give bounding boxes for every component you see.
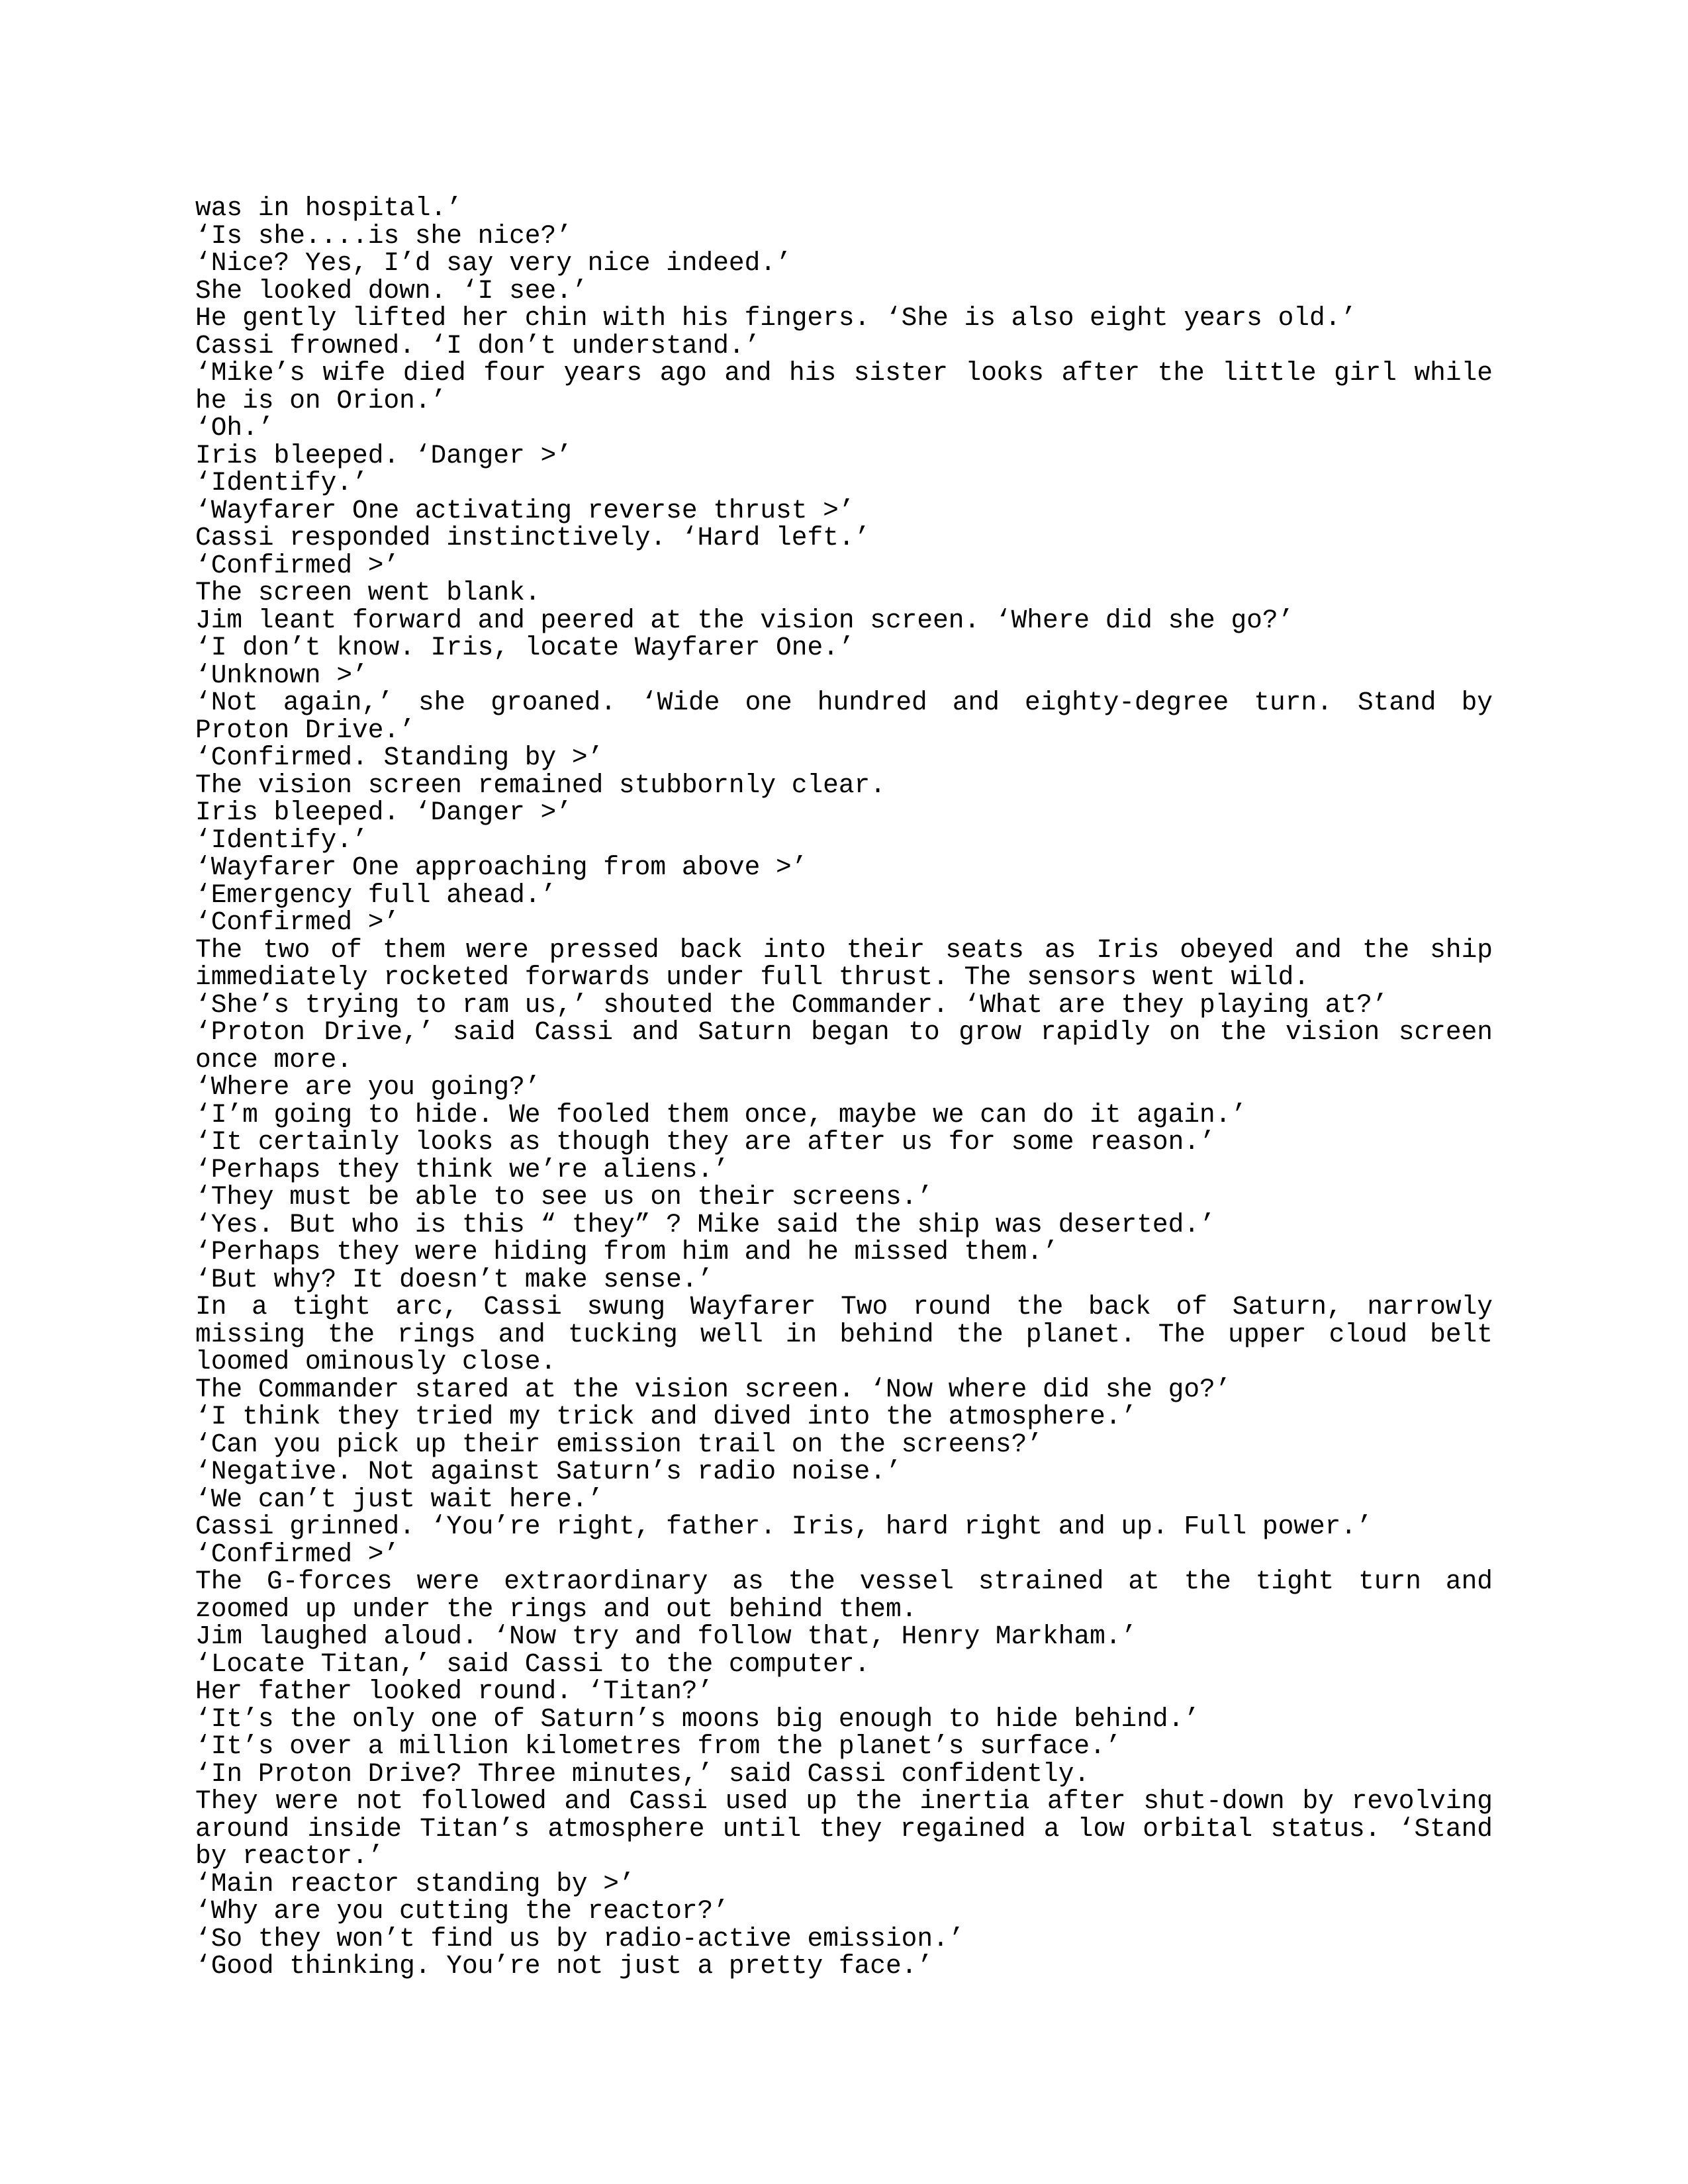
paragraph: The G-forces were extraordinary as the vessel strained at the tight turn and zoomed up under the rings and out behind them. [195,1567,1493,1624]
paragraph: ‘Confirmed >’ [195,907,400,937]
paragraph: was in hospital.’ [195,193,462,223]
paragraph: The vision screen remained stubbornly clear. [195,770,886,800]
paragraph: ‘Negative. Not against Saturn’s radio noise.’ [195,1457,902,1486]
paragraph: The two of them were pressed back into their seats as Iris obeyed and the ship immediately rocketed forwards under full thrust. The sensors went wild. [195,934,1493,992]
paragraph: ‘I don’t know. Iris, locate Wayfarer One.’ [195,633,855,662]
paragraph: ‘Is she....is she nice?’ [195,220,572,251]
paragraph: ‘She’s trying to ram us,’ shouted the Commander. ‘What are they playing at?’ [195,989,1388,1020]
paragraph: She looked down. ‘I see.’ [195,275,588,306]
paragraph: ‘Confirmed >’ [195,1539,400,1569]
body-text [195,195,1493,1980]
paragraph: ‘Emergency full ahead.’ [195,880,557,910]
paragraph: ‘Confirmed >’ [195,550,400,580]
paragraph: ‘Nice? Yes, I’d say very nice indeed.’ [195,248,792,278]
paragraph: ‘Oh.’ [195,413,274,443]
paragraph: ‘I’m going to hide. We fooled them once, maybe we can do it again.’ [195,1099,1247,1130]
paragraph: ‘In Proton Drive? Three minutes,’ said Cassi confidently. [195,1758,1090,1789]
paragraph: ‘Identify.’ [195,468,368,498]
paragraph: In a tight arc, Cassi swung Wayfarer Two round the back of Saturn, narrowly missing the rings and tucking well in behind the planet. The upper cloud belt loomed ominously close. [195,1292,1493,1377]
paragraph: Cassi grinned. ‘You’re right, father. Iris, hard right and up. Full power.’ [195,1512,1372,1541]
paragraph: The Commander stared at the vision screen. ‘Now where did she go?’ [195,1374,1231,1404]
paragraph: He gently lifted her chin with his fingers. ‘She is also eight years old.’ [195,303,1357,333]
paragraph: ‘Good thinking. You’re not just a pretty face.’ [195,1951,933,1981]
paragraph: Cassi responded instinctively. ‘Hard left.’ [195,523,870,553]
paragraph: Jim leant forward and peered at the vision screen. ‘Where did she go?’ [195,605,1294,635]
paragraph: ‘Where are you going?’ [195,1072,541,1102]
paragraph: ‘Identify.’ [195,825,368,855]
paragraph: They were not followed and Cassi used up the inertia after shut-down by revolving around inside Titan’s atmosphere until they regained a low orbital status. ‘Stand by reactor.’ [195,1786,1493,1871]
paragraph: ‘Perhaps they think we’re aliens.’ [195,1154,729,1185]
paragraph: ‘Confirmed. Standing by >’ [195,743,604,772]
paragraph: ‘Mike’s wife died four years ago and his sister looks after the little girl while he is on Orion.’ [195,358,1493,416]
paragraph: Jim laughed aloud. ‘Now try and follow that, Henry Markham.’ [195,1621,1137,1651]
paragraph: ‘Why are you cutting the reactor?’ [195,1896,729,1926]
paragraph: ‘Unknown >’ [195,660,368,690]
paragraph: ‘They must be able to see us on their screens.’ [195,1182,933,1212]
paragraph: ‘Wayfarer One activating reverse thrust >’ [195,495,855,525]
paragraph: Iris bleeped. ‘Danger >’ [195,440,572,471]
paragraph: ‘Yes. But who is this “ they” ? Mike said the ship was deserted.’ [195,1209,1215,1240]
paragraph: ‘Can you pick up their emission trail on the screens?’ [195,1429,1043,1459]
paragraph: ‘But why? It doesn’t make sense.’ [195,1264,714,1295]
paragraph: Iris bleeped. ‘Danger >’ [195,797,572,827]
paragraph: ‘Proton Drive,’ said Cassi and Saturn began to grow rapidly on the vision screen once more. [195,1017,1493,1075]
paragraph: ‘It’s over a million kilometres from the planet’s surface.’ [195,1731,1121,1761]
paragraph: ‘Main reactor standing by >’ [195,1868,635,1899]
paragraph: ‘We can’t just wait here.’ [195,1484,604,1514]
paragraph: ‘I think they tried my trick and dived into the atmosphere.’ [195,1402,1137,1432]
paragraph: ‘Locate Titan,’ said Cassi to the computer. [195,1649,870,1679]
paragraph: ‘Not again,’ she groaned. ‘Wide one hundred and eighty-degree turn. Stand by Proton Drive.’ [195,688,1493,745]
paragraph: The screen went blank. [195,578,541,608]
paragraph: Her father looked round. ‘Titan?’ [195,1676,714,1706]
paragraph: ‘Perhaps they were hiding from him and he missed them.’ [195,1237,1058,1267]
paragraph: ‘It’s the only one of Saturn’s moons big enough to hide behind.’ [195,1704,1200,1734]
paragraph: ‘So they won’t find us by radio-active emission.’ [195,1923,964,1954]
paragraph: ‘It certainly looks as though they are after us for some reason.’ [195,1127,1215,1157]
paragraph: Cassi frowned. ‘I don’t understand.’ [195,330,761,361]
paragraph: ‘Wayfarer One approaching from above >’ [195,852,808,882]
